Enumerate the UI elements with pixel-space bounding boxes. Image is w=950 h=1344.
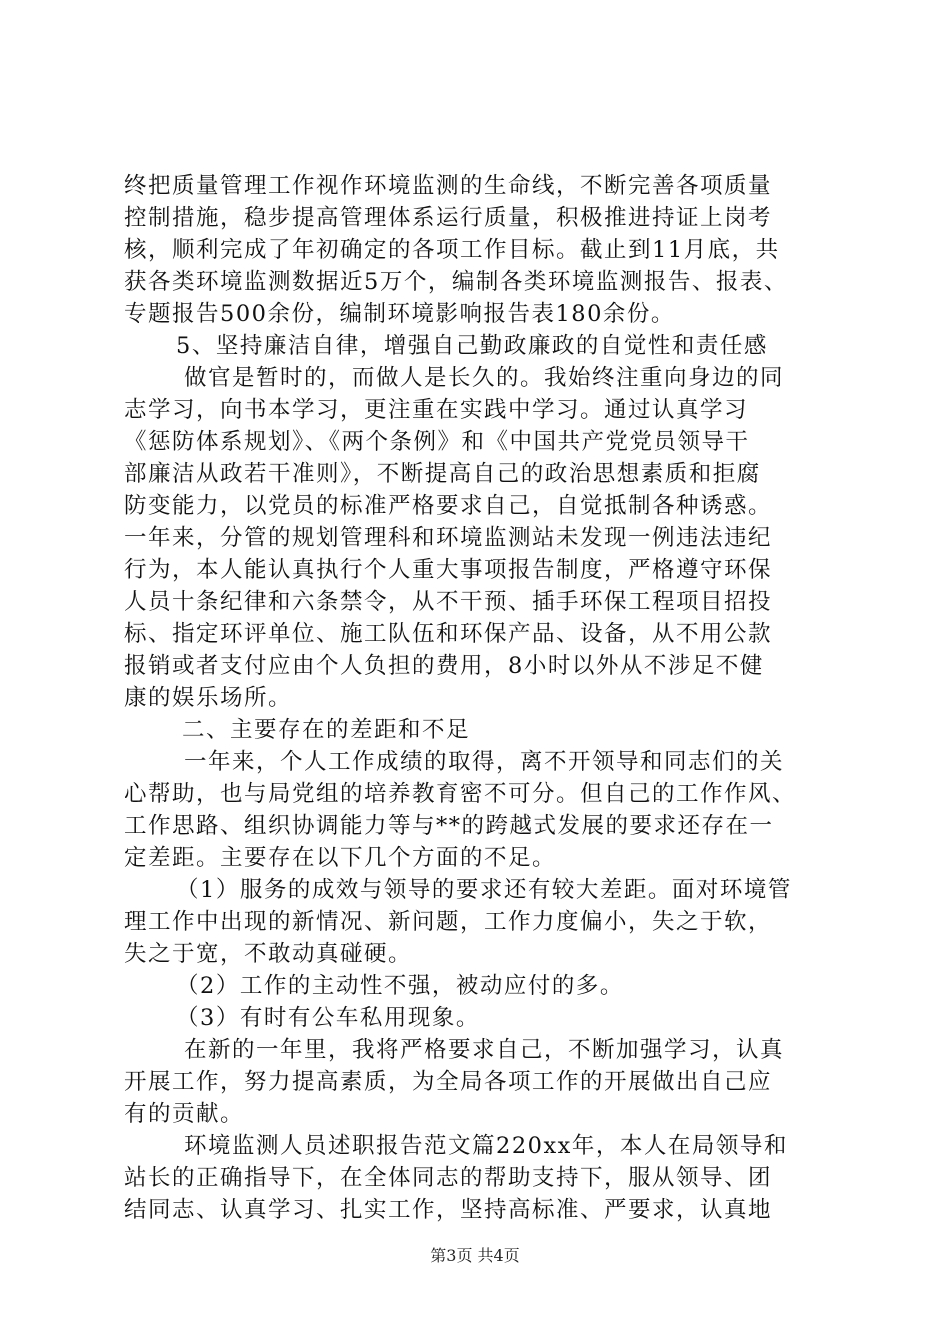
text-line: 《惩防体系规划》、《两个条例》和《中国共产党党员领导干 xyxy=(124,429,750,455)
paragraph-start: 在新的一年里，我将严格要求自己，不断加强学习，认真 xyxy=(184,1037,785,1063)
text-line: 核，顺利完成了年初确定的各项工作目标。截止到11月底，共 xyxy=(124,237,780,263)
text-line: 终把质量管理工作视作环境监测的生命线，不断完善各项质量 xyxy=(124,173,773,199)
text-line: 心帮助，也与局党组的培养教育密不可分。但自己的工作作风、 xyxy=(124,781,797,807)
text-line: 专题报告500余份，编制环境影响报告表180余份。 xyxy=(124,301,675,327)
text-line: 失之于宽，不敢动真碰硬。 xyxy=(124,941,413,967)
paragraph-start: 环境监测人员述职报告范文篇220xx年，本人在局领导和 xyxy=(184,1133,788,1159)
text-line: 人员十条纪律和六条禁令，从不干预、插手环保工程项目招投 xyxy=(124,589,773,615)
text-line: 站长的正确指导下，在全体同志的帮助支持下，服从领导、团 xyxy=(124,1165,773,1191)
text-line: 志学习，向书本学习，更注重在实践中学习。通过认真学习 xyxy=(124,397,749,423)
text-line: 工作思路、组织协调能力等与**的跨越式发展的要求还存在一 xyxy=(124,813,774,839)
page-number: 第3页 共4页 xyxy=(430,1246,520,1265)
document-body xyxy=(124,170,836,1226)
list-item: （2）工作的主动性不强，被动应付的多。 xyxy=(176,973,624,999)
text-line: 结同志、认真学习、扎实工作，坚持高标准、严要求，认真地 xyxy=(124,1197,773,1223)
text-line: 一年来，分管的规划管理科和环境监测站未发现一例违法违纪 xyxy=(124,525,773,551)
text-line: 获各类环境监测数据近5万个，编制各类环境监测报告、报表、 xyxy=(124,269,788,295)
text-line: 控制措施，稳步提高管理体系运行质量，积极推进持证上岗考 xyxy=(124,205,773,231)
paragraph-start: 一年来，个人工作成绩的取得，离不开领导和同志们的关 xyxy=(184,749,785,775)
text-line: 部廉洁从政若干准则》，不断提高自己的政治思想素质和拒腐 xyxy=(124,461,761,487)
paragraph-start: 做官是暂时的，而做人是长久的。我始终注重向身边的同 xyxy=(184,365,785,391)
list-item: （1）服务的成效与领导的要求还有较大差距。面对环境管 xyxy=(176,877,792,903)
text-line: 防变能力，以党员的标准严格要求自己，自觉抵制各种诱惑。 xyxy=(124,493,773,519)
text-line: 有的贡献。 xyxy=(124,1101,245,1127)
section-heading: 5、坚持廉洁自律，增强自己勤政廉政的自觉性和责任感 xyxy=(176,333,768,359)
text-line: 开展工作，努力提高素质，为全局各项工作的开展做出自己应 xyxy=(124,1069,773,1095)
section-heading: 二、主要存在的差距和不足 xyxy=(182,717,471,743)
text-line: 报销或者支付应由个人负担的费用，8小时以外从不涉足不健 xyxy=(124,653,764,679)
text-line: 康的娱乐场所。 xyxy=(124,685,293,711)
text-line: 标、指定环评单位、施工队伍和环保产品、设备，从不用公款 xyxy=(124,621,773,647)
text-line: 行为，本人能认真执行个人重大事项报告制度，严格遵守环保 xyxy=(124,557,773,583)
text-line: 理工作中出现的新情况、新问题，工作力度偏小，失之于软， xyxy=(124,909,773,935)
list-item: （3）有时有公车私用现象。 xyxy=(176,1005,480,1031)
text-line: 定差距。主要存在以下几个方面的不足。 xyxy=(124,845,557,871)
